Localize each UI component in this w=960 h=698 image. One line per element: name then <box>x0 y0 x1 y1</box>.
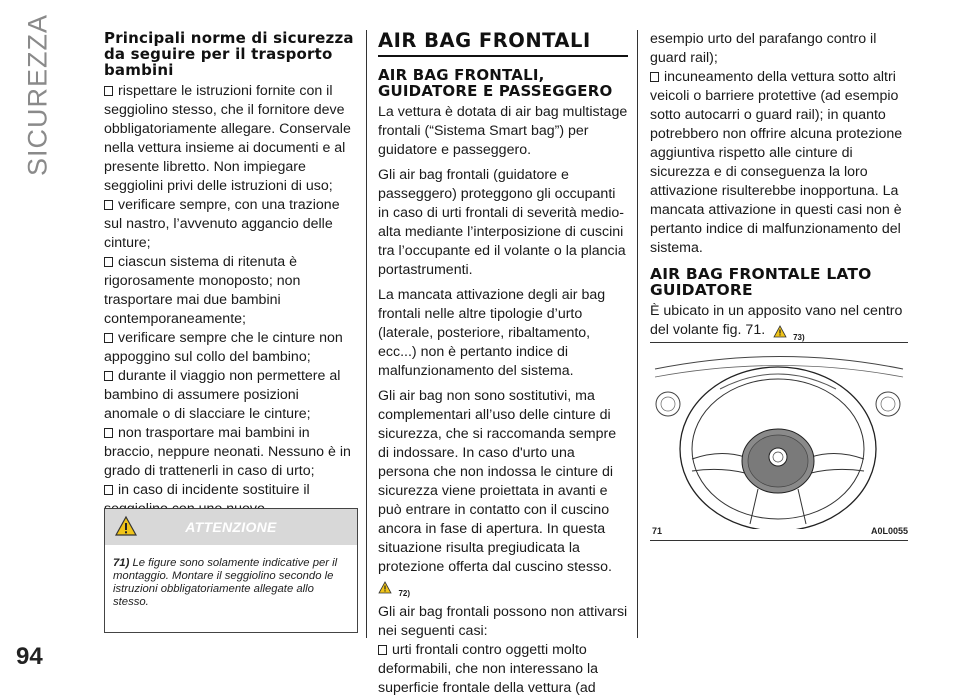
warning-box <box>104 508 358 633</box>
warning-header <box>105 509 357 545</box>
bullet-item: ciascun sistema di ritenuta è rigorosamente monoposto; non trasportare mai due bambini contemporaneamente; <box>104 254 301 327</box>
bullet-item: urti frontali contro oggetti molto deformabili, che non interessano la superficie frontale della vettura (ad <box>378 642 599 696</box>
column-2 <box>378 30 628 698</box>
sub-heading: AIR BAG FRONTALI, GUIDATORE E PASSEGGERO <box>378 66 613 100</box>
steering-wheel-illustration <box>650 349 908 529</box>
figure-code: A0L0055 <box>870 526 908 536</box>
checkbox-bullet-icon <box>104 200 113 210</box>
main-heading: AIR BAG FRONTALI <box>378 30 628 57</box>
paragraph: esempio urto del parafango contro il guard rail); <box>650 31 877 66</box>
paragraph: Gli air bag frontali possono non attivarsi nei seguenti casi: <box>378 604 628 639</box>
figure-caption <box>650 526 908 541</box>
sub-heading: AIR BAG FRONTALE LATO GUIDATORE <box>650 265 872 299</box>
section-label: SICUREZZA <box>22 13 53 177</box>
column-3 <box>650 30 905 353</box>
checkbox-bullet-icon <box>104 86 113 96</box>
checkbox-bullet-icon <box>104 371 113 381</box>
warning-title: ATTENZIONE <box>185 519 277 535</box>
column-divider <box>637 30 638 638</box>
warning-ref: 71) <box>113 557 130 569</box>
checkbox-bullet-icon <box>104 257 113 267</box>
checkbox-bullet-icon <box>104 333 113 343</box>
paragraph: La mancata attivazione degli air bag frontali nelle altre tipologie d’urto (laterale, posteriore, ribaltamento, ecc...) non è pertanto indice di malfunzionamento del sistema. <box>378 287 606 379</box>
checkbox-bullet-icon <box>378 645 387 655</box>
bullet-item: rispettare le istruzioni fornite con il seggiolino stesso, che il fornitore deve obbligatoriamente allegare. Conservale nella vettura insieme ai documenti e al presente libretto. Non impiegare seggiolini privi delle istruzioni di uso; <box>104 83 351 194</box>
column-divider <box>366 30 367 638</box>
page-number: 94 <box>16 643 43 670</box>
reference-mark: 72) <box>378 577 628 599</box>
warning-text: 71) Le figure sono solamente indicative per il montaggio. Montare il seggiolino secondo le istruzioni obbligatoriamente allegate allo stesso. <box>113 557 338 608</box>
paragraph: Gli air bag frontali (guidatore e passeggero) proteggono gli occupanti in caso di urti frontali di severità medio-alta mediante l’interposizione di cuscini tra l’occupante ed il volante o la plancia portastrumenti. <box>378 167 626 278</box>
figure-steering-wheel <box>650 342 908 543</box>
bullet-item: durante il viaggio non permettere al bambino di assumere posizioni anomale o di slacciare le cinture; <box>104 368 341 422</box>
warning-triangle-icon <box>773 325 787 338</box>
bullet-item: in caso di incidente sostituire il <box>104 481 354 519</box>
bullet-item: verificare sempre, con una trazione sul nastro, l’avvenuto aggancio delle cinture; <box>104 197 340 251</box>
paragraph: È ubicato in un apposito vano nel centro del volante fig. 71. 73) <box>650 303 903 342</box>
section-heading: Principali norme di sicurezza da seguire per il trasporto bambini <box>104 29 354 79</box>
warning-triangle-icon <box>378 581 392 594</box>
paragraph: Gli air bag non sono sostitutivi, ma complementari all’uso delle cinture di sicurezza, che si raccomanda sempre di indossare. In caso d'urto una persona che non indossa le cinture di sicurezza viene proiettata in avanti e può entrare in contatto con il cuscino ancora in fase di apertura. In questa situazione risulta pregiudicata la protezione offerta dal cuscino stesso. <box>378 388 617 575</box>
bullet-item: verificare sempre che le cinture non appoggino sul collo del bambino; <box>104 330 343 365</box>
checkbox-bullet-icon <box>104 428 113 438</box>
checkbox-bullet-icon <box>104 485 113 495</box>
bullet-item: non trasportare mai bambini in braccio, neppure neonati. Nessuno è in grado di trattenerli in caso di urto; <box>104 425 351 479</box>
bullet-item: incuneamento della vettura sotto altri veicoli o barriere protettive (ad esempio sotto autocarri o guard rail); in quanto potrebbero non offrire alcuna protezione aggiuntiva rispetto alle cinture di sicurezza e di conseguenza la loro attivazione risulterebbe inopportuna. La mancata attivazione in questi casi non è pertanto indice di malfunzionamento del sistema. <box>650 69 903 256</box>
checkbox-bullet-icon <box>650 72 659 82</box>
figure-number: 71 <box>652 526 663 536</box>
paragraph: La vettura è dotata di air bag multistage frontali (“Sistema Smart bag”) per guidatore e passeggero. <box>378 104 628 158</box>
column-1 <box>104 30 354 519</box>
